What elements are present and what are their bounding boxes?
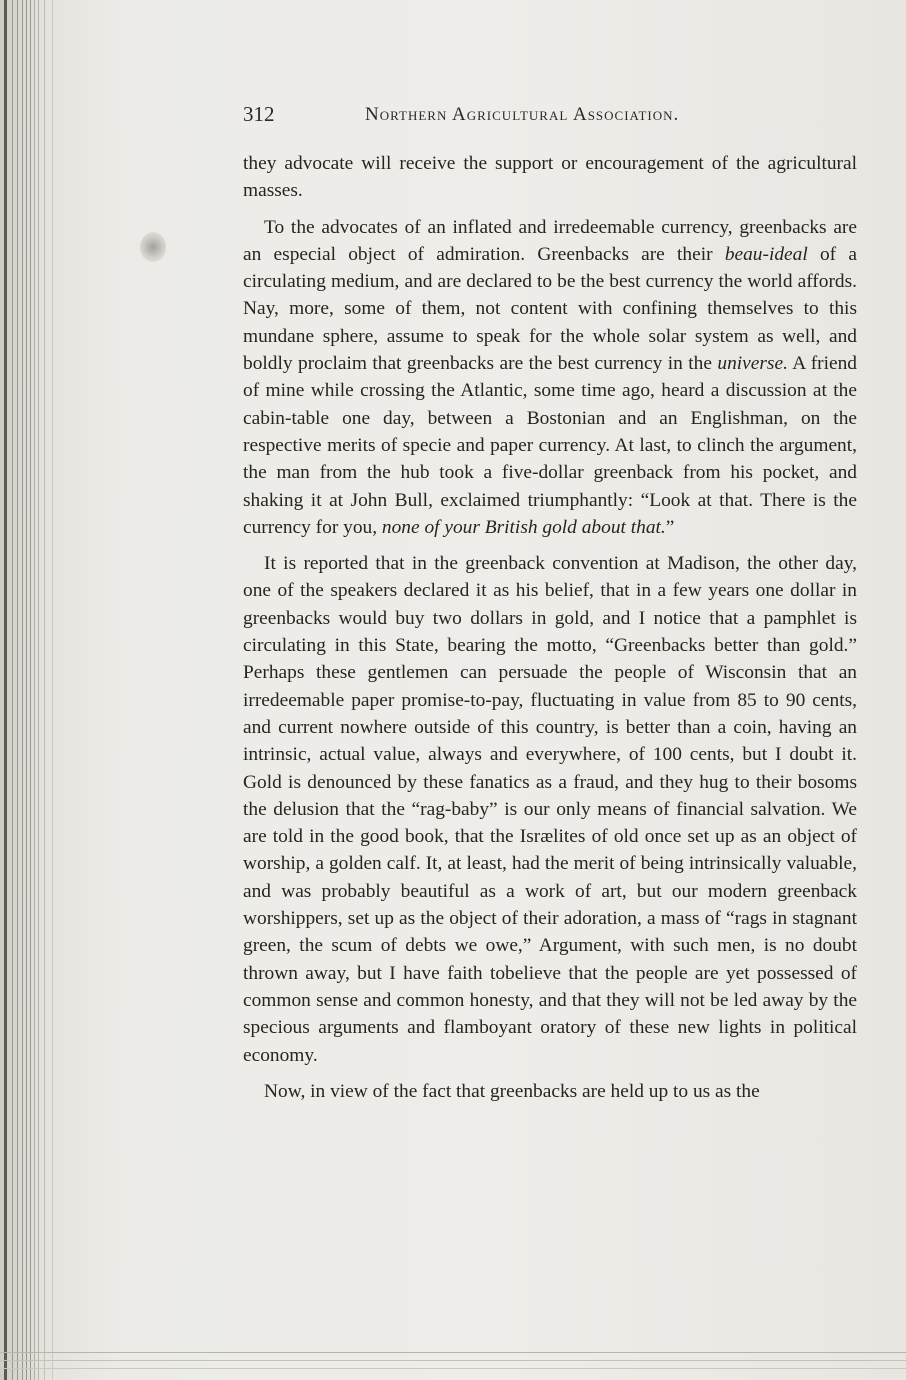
text-run: they advocate will receive the support or encouragement of the agricultural masses. — [243, 153, 857, 202]
text-run: Now, in view of the fact that greenbacks are held up to us as the — [264, 1080, 760, 1102]
page-bottom-edge — [0, 1360, 906, 1361]
body-text — [243, 150, 857, 1114]
text-run: It is reported that in the greenback convention at Madison, the other day, one of the speakers declared it as his belief, that in a few years one dollar in greenbacks would buy two dollars in gold, and I notice that a pamphlet is circulating in this State, bearing the motto, “Greenbacks better than gold.” Perhaps these gentlemen can persuade the people of Wisconsin that an irredeemable paper promise-to-pay, fluctuating in value from 85 to 90 cents, and current nowhere outside of this country, is better than a coin, having an intrinsic, actual value, always and everywhere, of 100 cents, but I doubt it. Gold is denounced by these fanatics as a fraud, and they hug to their bosoms the delusion that the “rag-baby” is our only means of financial salvation. We are told in the good book, that the Isrælites of old once set up as an object of worship, a golden calf. It, at least, had the merit of being intrinsically valuable, and was probably beautiful as a work of art, but our modern greenback worshippers, set up as the object of their adoration, a mass of “rags in stagnant green, the scum of debts we owe,” Argument, with such men, is no doubt thrown away, but I have faith tobelieve that the people are yet possessed of common sense and common honesty, and that they will not be led away by the specious arguments and flamboyant oratory of these new lights in political economy. — [243, 553, 857, 1066]
italic-text: none of your British gold about that. — [381, 516, 666, 538]
text-run: A friend of mine while crossing the Atlantic, some time ago, heard a discussion at the cabin-table one day, between a Bostonian and an Englishman, on the respective merits of specie and paper currency. At last, to clinch the argument, the man from the hub took a five-dollar greenback from his pocket, and shaking it at John Bull, exclaimed triumphantly: “Look at that. There is the currency for you, — [243, 353, 857, 538]
page-bottom-edge — [0, 1368, 906, 1369]
running-head — [243, 100, 863, 130]
ink-smudge — [140, 232, 166, 262]
page-number: 312 — [243, 102, 275, 126]
page-bottom-edge — [0, 1352, 906, 1353]
book-binding-edge — [0, 0, 62, 1380]
paragraph — [243, 550, 857, 1069]
italic-text: universe. — [717, 353, 788, 375]
italic-text: beau-ideal — [724, 243, 808, 265]
paragraph — [243, 150, 857, 205]
paragraph — [243, 1078, 857, 1105]
text-run: ” — [665, 516, 675, 538]
running-title: Northern Agricultural Association. — [365, 104, 680, 125]
paragraph — [243, 214, 857, 542]
text-run: of a circulating medium, and are declared to be the best currency the world affords. Nay, more, some of them, not content with confining themselves to this mundane sphere, assume to speak for the whole solar system as well, and boldly proclaim that greenbacks are the best currency in the — [243, 243, 857, 375]
text-run: To the advocates of an inflated and irredeemable currency, greenbacks are an especial object of admiration. Greenbacks are their — [243, 216, 857, 265]
